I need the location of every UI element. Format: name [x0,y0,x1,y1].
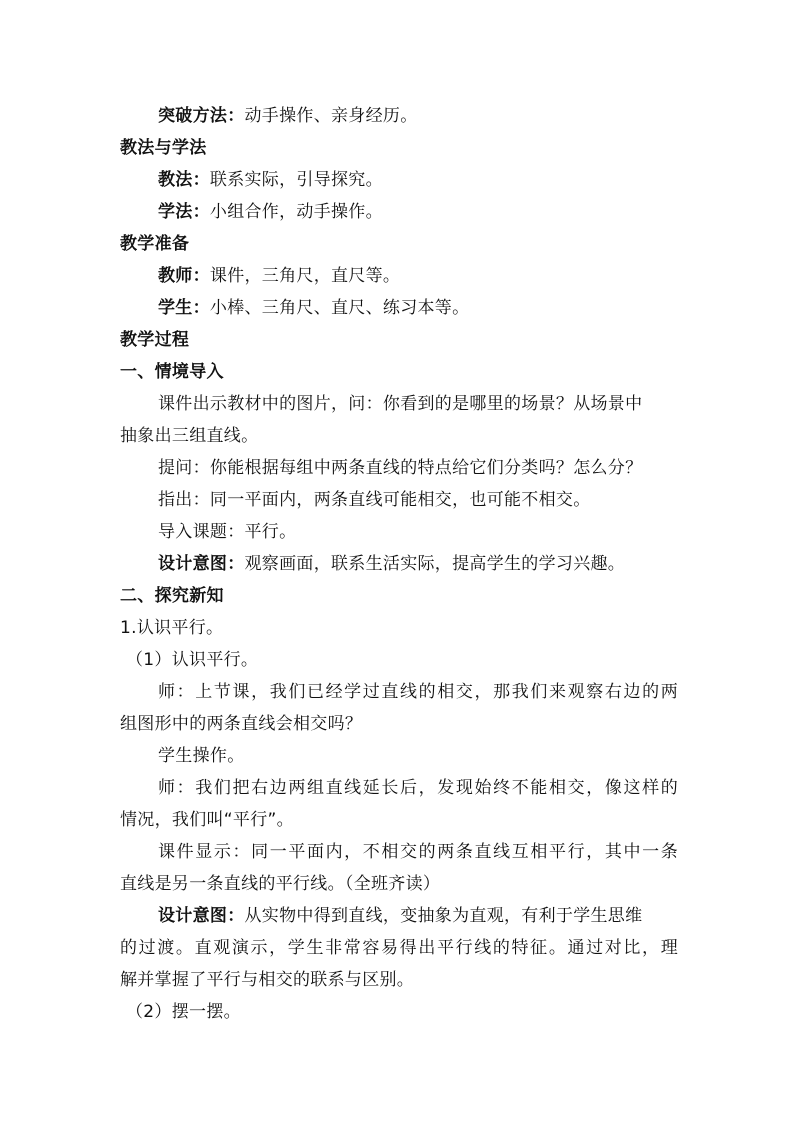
subsection-1: 1.认识平行。 [120,618,224,638]
label: 教师： [158,266,210,286]
design-intent-1 [158,554,718,574]
subsection-1-2: （2）摆一摆。 [126,1002,241,1022]
text: 小组合作，动手操作。 [209,202,383,222]
paragraph-teacher-2-line-2: 情况，我们叫“平行”。 [120,810,294,830]
paragraph-courseware-line-2: 直线是另一条直线的平行线。（全班齐读） [120,874,441,894]
text: 动手操作、亲身经历。 [244,106,418,126]
subsection-1-1: （1）认识平行。 [126,650,259,670]
teaching-method-line [158,170,718,190]
label: 设计意图： [158,554,245,574]
paragraph-question: 提问：你能根据每组中两条直线的特点给它们分类吗？怎么分？ [158,458,643,478]
text: 观察画面，联系生活实际，提高学生的学习兴趣。 [244,554,626,574]
label: 设计意图： [158,906,245,926]
paragraph-point-out: 指出：同一平面内，两条直线可能相交，也可能不相交。 [158,490,591,510]
heading-methods: 教法与学法 [120,138,207,158]
heading-process: 教学过程 [120,330,190,350]
paragraph-teacher-2-line-1: 师：我们把右边两组直线延长后，发现始终不能相交，像这样的 [158,778,678,798]
learning-method-line [158,202,718,222]
label: 教法： [158,170,210,190]
label: 学生： [158,298,210,318]
label: 突破方法： [158,106,245,126]
design-intent-2-line-3: 解并掌握了平行与相交的联系与区别。 [120,970,415,990]
label: 学法： [158,202,210,222]
teacher-prep-line [158,266,718,286]
student-prep-line [158,298,718,318]
paragraph-1-line-1: 课件出示教材中的图片，问：你看到的是哪里的场景？从场景中 [158,394,643,414]
paragraph-teacher-1-line-1: 师：上节课，我们已经学过直线的相交，那我们来观察右边的两 [158,682,678,702]
text: 小棒、三角尺、直尺、练习本等。 [209,298,470,318]
text: 从实物中得到直线，变抽象为直观，有利于学生思维 [244,906,643,926]
paragraph-1-line-2: 抽象出三组直线。 [120,426,259,446]
paragraph-courseware-line-1: 课件显示：同一平面内，不相交的两条直线互相平行，其中一条 [158,842,678,862]
paragraph-teacher-1-line-2: 组图形中的两条直线会相交吗？ [120,714,363,734]
paragraph-topic: 导入课题：平行。 [158,522,297,542]
section-1-heading: 一、情境导入 [120,362,224,382]
text: 联系实际，引导探究。 [209,170,383,190]
text: 课件，三角尺，直尺等。 [209,266,401,286]
section-2-heading: 二、探究新知 [120,586,224,606]
heading-preparation: 教学准备 [120,234,190,254]
design-intent-2-line-2: 的过渡。直观演示，学生非常容易得出平行线的特征。通过对比，理 [120,938,678,958]
design-intent-2-line-1 [158,906,678,926]
paragraph-student-operate: 学生操作。 [158,746,245,766]
breakthrough-method-line [158,106,718,126]
